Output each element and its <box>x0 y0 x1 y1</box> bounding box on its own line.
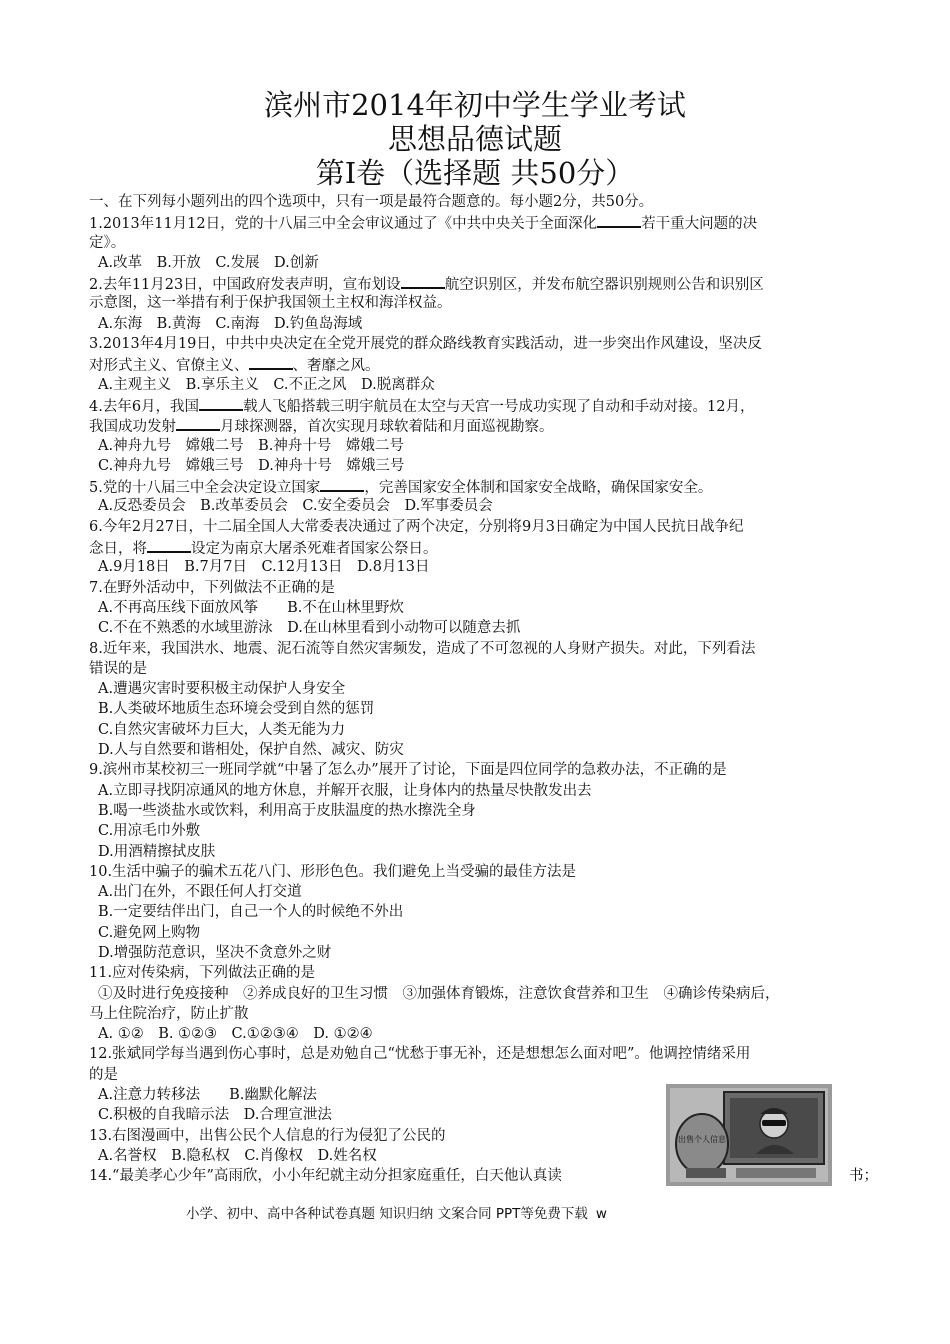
question-11-line-1: 11.应对传染病，下列做法正确的是 <box>89 965 316 982</box>
question-10-option-c: C.避免网上购物 <box>98 924 201 941</box>
exam-title: 滨州市2014年初中学生学业考试 <box>264 88 686 122</box>
question-10-line-1: 10.生活中骗子的骗术五花八门、形形色色。我们避免上当受骗的最佳方法是 <box>89 863 577 880</box>
question-3-options: A.主观主义 B.享乐主义 C.不正之风 D.脱离群众 <box>98 376 435 393</box>
question-4-options-2: C.神舟九号 嫦娥三号 D.神舟十号 嫦娥三号 <box>98 457 405 474</box>
question-8-line-1: 8.近年来，我国洪水、地震、泥石流等自然灾害频发，造成了不可忽视的人身财产损失。对此，下列看法 <box>89 640 756 657</box>
blank <box>176 415 220 431</box>
question-13-options: A.名誉权 B.隐私权 C.肖像权 D.姓名权 <box>98 1147 377 1164</box>
question-12-options-2: C.积极的自我暗示法 D.合理宣泄法 <box>98 1107 332 1124</box>
question-5-options: A.反恐委员会 B.改革委员会 C.安全委员会 D.军事委员会 <box>98 498 493 515</box>
question-6-line-1: 6.今年2月27日，十二届全国人大常委表决通过了两个决定，分别将9月3日确定为中国人民抗日战争纪 <box>89 518 744 535</box>
cartoon-sign-text: 出售个人信息 <box>678 1135 726 1144</box>
question-6-line-2: 念日，将 设定为南京大屠杀死难者国家公祭日。 <box>89 537 879 557</box>
question-3-line-1: 3.2013年4月19日，中共中央决定在全党开展党的群众路线教育实践活动，进一步突出作风建设，坚决反 <box>89 336 762 353</box>
question-8-option-d: D.人与自然要和谐相处，保护自然、减灾、防灾 <box>98 742 404 759</box>
question-8-option-a: A.遭遇灾害时要积极主动保护人身安全 <box>98 681 346 698</box>
question-body <box>89 192 879 1187</box>
question-8-option-b: B.人类破坏地质生态环境会受到自然的惩罚 <box>98 701 375 718</box>
question-4-line-1: 4.去年6月，我国 载人飞船搭载三明宇航员在太空与天宫一号成功实现了自动和手动对接。12月， <box>89 395 879 415</box>
footer-text: 小学、初中、高中各种试卷真题 知识归纳 文案合同 PPT等免费下载 w <box>186 1206 607 1222</box>
question-1-line-1: 1.2013年11月12日，党的十八届三中全会审议通过了《中共中央关于全面深化 若干重大问题的决 <box>89 212 879 232</box>
blank <box>147 537 191 553</box>
question-9-option-a: A.立即寻找阴凉通风的地方休息，并解开衣服，让身体内的热量尽快散发出去 <box>98 782 592 799</box>
question-12-line-1: 12.张斌同学每当遇到伤心事时，总是劝勉自己“忧愁于事无补，还是想想怎么面对吧”。他调控情绪采用 <box>89 1046 751 1063</box>
question-4-line-2: 我国成功发射 月球探测器，首次实现月球软着陆和月面巡视勘察。 <box>89 415 879 435</box>
question-1-line-2: 定》。 <box>89 234 126 251</box>
cartoon-image <box>666 1084 832 1186</box>
question-7-line-1: 7.在野外活动中，下列做法不正确的是 <box>89 579 335 596</box>
blank <box>199 395 243 411</box>
question-9-option-d: D.用酒精擦拭皮肤 <box>98 843 216 860</box>
question-9-option-c: C.用凉毛巾外敷 <box>98 823 201 840</box>
blank <box>401 273 445 289</box>
question-9-option-b: B.喝一些淡盐水或饮料，利用高于皮肤温度的热水擦洗全身 <box>98 802 476 819</box>
question-2-options: A.东海 B.黄海 C.南海 D.钓鱼岛海域 <box>98 315 363 332</box>
question-2-line-1: 2.去年11月23日，中国政府发表声明，宣布划设 航空识别区，并发布航空器识别规则公告和识别区 <box>89 273 879 293</box>
subject-title: 思想品德试题 <box>387 122 562 156</box>
question-12-options-1: A.注意力转移法 B.幽默化解法 <box>98 1087 317 1104</box>
question-14-line-1: 14.“最美孝心少年”高雨欣，小小年纪就主动分担家庭重任，白天他认真读 书； <box>89 1166 879 1186</box>
question-7-options-2: C.不在不熟悉的水域里游泳 D.在山林里看到小动物可以随意去抓 <box>98 620 521 637</box>
blank <box>249 354 293 370</box>
question-8-option-c: C.自然灾害破坏力巨大，人类无能为力 <box>98 721 346 738</box>
question-6-options: A.9月18日 B.7月7日 C.12月13日 D.8月13日 <box>98 559 430 576</box>
question-11-line-3: 马上住院治疗，防止扩散 <box>89 1005 249 1022</box>
title-block <box>0 88 950 190</box>
cartoon-illustration <box>666 1084 832 1186</box>
blank <box>320 476 364 492</box>
blank <box>597 212 641 228</box>
footer-trail: w <box>595 1206 607 1222</box>
question-11-line-2: ①及时进行免疫接种 ②养成良好的卫生习惯 ③加强体育锻炼，注意饮食营养和卫生 ④确诊传染病后， <box>98 985 780 1002</box>
question-12-line-2: 的是 <box>89 1066 118 1083</box>
question-10-option-a: A.出门在外，不跟任何人打交道 <box>98 884 302 901</box>
question-5-line-1: 5.党的十八届三中全会决定设立国家 ，完善国家安全体制和国家安全战略，确保国家安全。 <box>89 476 879 496</box>
question-1-options: A.改革 B.开放 C.发展 D.创新 <box>98 254 319 271</box>
question-4-options-1: A.神舟九号 嫦娥二号 B.神舟十号 嫦娥二号 <box>98 437 404 454</box>
question-8-line-2: 错误的是 <box>89 660 147 677</box>
section-title: 第Ⅰ卷（选择题 共50分） <box>315 156 635 190</box>
question-13-line-1: 13.右图漫画中，出售公民个人信息的行为侵犯了公民的 <box>89 1127 446 1144</box>
question-7-options-1: A.不再高压线下面放风筝 B.不在山林里野炊 <box>98 599 404 616</box>
question-9-line-1: 9.滨州市某校初三一班同学就“中暑了怎么办”展开了讨论，下面是四位同学的急救办法，不正确的是 <box>89 762 727 779</box>
question-3-line-2: 对形式主义、官僚主义、 、奢靡之风。 <box>89 354 879 374</box>
question-10-option-d: D.增强防范意识，坚决不贪意外之财 <box>98 944 332 961</box>
question-14-tail: 书； <box>849 1168 878 1185</box>
question-2-line-2: 示意图，这一举措有利于保护我国领土主权和海洋权益。 <box>89 295 452 312</box>
question-11-options: A. ①② B. ①②③ C.①②③④ D. ①②④ <box>98 1026 373 1043</box>
question-10-option-b: B.一定要结伴出门，自己一个人的时候绝不外出 <box>98 904 404 921</box>
instruction: 一、在下列每小题列出的四个选项中，只有一项是最符合题意的。每小题2分，共50分。 <box>89 194 654 210</box>
